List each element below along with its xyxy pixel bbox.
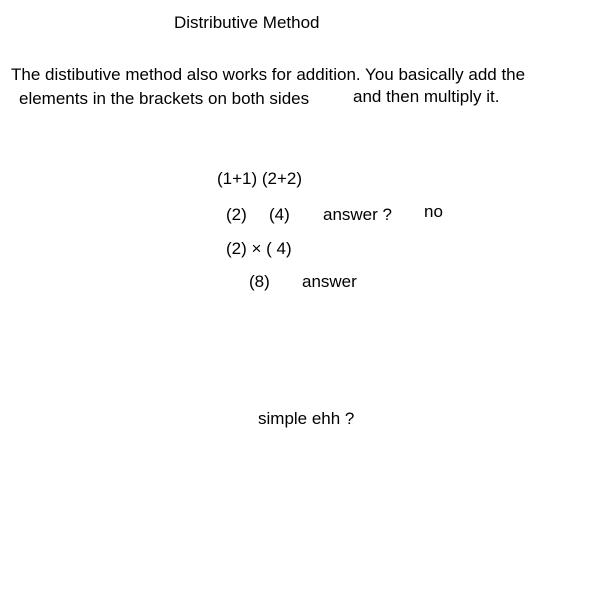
closing-remark: simple ehh ?: [258, 409, 355, 428]
page-title: Distributive Method: [174, 13, 320, 32]
explanation-line-1: The distibutive method also works for addition. You basically add the: [11, 65, 526, 84]
equation-step-3: (2) × ( 4): [226, 239, 292, 258]
equation-step-1: (1+1) (2+2): [217, 169, 303, 188]
equation-step-2-left: (2): [226, 205, 247, 224]
equation-step-4-result: (8): [249, 272, 270, 291]
explanation-line-2-part-2: and then multiply it.: [353, 87, 500, 106]
answer-question: answer ?: [323, 205, 392, 224]
answer-reply: no: [424, 202, 443, 221]
answer-label: answer: [302, 272, 357, 291]
equation-step-2-right: (4): [269, 205, 290, 224]
explanation-line-2-part-1: elements in the brackets on both sides: [19, 89, 310, 108]
